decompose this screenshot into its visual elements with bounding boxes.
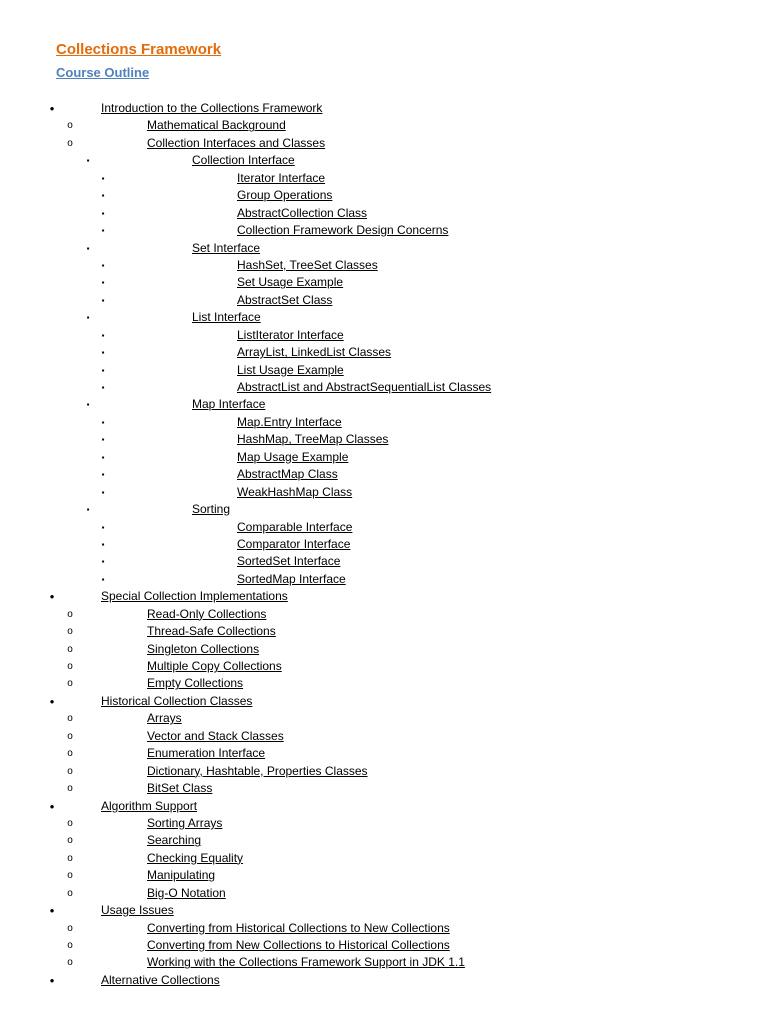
outline-item	[0, 484, 768, 501]
outline-item	[0, 274, 768, 291]
course-outline-list	[0, 100, 768, 989]
bullet-level-3-icon: ▪	[86, 505, 90, 515]
outline-link[interactable]: HashMap, TreeMap Classes	[237, 432, 389, 447]
document-title[interactable]: Collections Framework	[56, 41, 222, 58]
outline-link[interactable]: Sorting	[192, 502, 231, 517]
outline-item	[0, 222, 768, 239]
outline-link[interactable]: Manipulating	[147, 868, 216, 883]
bullet-level-1-icon: •	[49, 589, 55, 605]
bullet-level-3-icon: ▪	[86, 400, 90, 410]
bullet-level-4-icon: ▪	[101, 348, 105, 358]
outline-item	[0, 257, 768, 274]
outline-item	[0, 954, 768, 971]
bullet-level-4-icon: ▪	[101, 435, 105, 445]
outline-item	[0, 100, 768, 117]
outline-item	[0, 536, 768, 553]
bullet-level-4-icon: ▪	[101, 522, 105, 532]
outline-link[interactable]: Searching	[147, 833, 202, 848]
outline-item	[0, 396, 768, 413]
outline-link[interactable]: Map.Entry Interface	[237, 414, 342, 429]
outline-link[interactable]: ArrayList, LinkedList Classes	[237, 345, 392, 360]
outline-link[interactable]: Checking Equality	[147, 850, 244, 865]
bullet-level-2-icon: o	[67, 643, 73, 655]
outline-link[interactable]: Read-Only Collections	[147, 606, 267, 621]
bullet-level-4-icon: ▪	[101, 226, 105, 236]
outline-item	[0, 449, 768, 466]
bullet-level-4-icon: ▪	[101, 260, 105, 270]
outline-item	[0, 780, 768, 797]
outline-link[interactable]: Usage Issues	[101, 903, 174, 918]
bullet-level-4-icon: ▪	[101, 557, 105, 567]
bullet-level-2-icon: o	[67, 887, 73, 899]
bullet-level-2-icon: o	[67, 120, 73, 132]
outline-item	[0, 728, 768, 745]
bullet-level-3-icon: ▪	[86, 243, 90, 253]
outline-link[interactable]: Comparable Interface	[237, 519, 353, 534]
bullet-level-2-icon: o	[67, 940, 73, 951]
outline-item	[0, 414, 768, 431]
outline-item	[0, 362, 768, 379]
outline-link[interactable]: Converting from Historical Collections to New Collections	[147, 920, 450, 935]
outline-link[interactable]: Working with the Collections Framework Support in JDK 1.1	[147, 955, 465, 970]
outline-item	[0, 937, 768, 954]
outline-item	[0, 501, 768, 518]
outline-link[interactable]: AbstractSet Class	[237, 292, 333, 307]
outline-item	[0, 850, 768, 867]
outline-link[interactable]: Sorting Arrays	[147, 815, 223, 830]
outline-item	[0, 344, 768, 361]
outline-link[interactable]: Thread-Safe Collections	[147, 624, 276, 639]
outline-item	[0, 920, 768, 937]
outline-item	[0, 117, 768, 134]
outline-link[interactable]: Converting from New Collections to Historical Collections	[147, 938, 450, 952]
outline-link[interactable]: WeakHashMap Class	[237, 484, 353, 499]
outline-item	[0, 135, 768, 152]
bullet-level-1-icon: •	[49, 798, 55, 814]
outline-item	[0, 205, 768, 222]
bullet-level-4-icon: ▪	[101, 574, 105, 584]
outline-link[interactable]: Map Usage Example	[237, 449, 349, 464]
outline-item	[0, 240, 768, 257]
bullet-level-4-icon: ▪	[101, 173, 105, 183]
outline-link[interactable]: BitSet Class	[147, 781, 213, 796]
bullet-level-4-icon: ▪	[101, 539, 105, 549]
bullet-level-4-icon: ▪	[101, 487, 105, 497]
outline-link[interactable]: Dictionary, Hashtable, Properties Classes	[147, 763, 368, 778]
outline-item	[0, 745, 768, 762]
bullet-level-2-icon: o	[67, 957, 73, 969]
outline-item	[0, 693, 768, 710]
outline-link[interactable]: Multiple Copy Collections	[147, 659, 282, 673]
outline-item	[0, 763, 768, 780]
bullet-level-3-icon: ▪	[86, 313, 90, 323]
bullet-level-2-icon: o	[67, 626, 73, 638]
bullet-level-2-icon: o	[67, 730, 73, 742]
outline-link[interactable]: Vector and Stack Classes	[147, 728, 284, 743]
outline-item	[0, 292, 768, 309]
outline-item	[0, 327, 768, 344]
outline-item	[0, 885, 768, 902]
bullet-level-2-icon: o	[67, 713, 73, 725]
outline-item	[0, 519, 768, 536]
outline-link[interactable]: Singleton Collections	[147, 641, 260, 656]
outline-link[interactable]: Collection Interfaces and Classes	[147, 135, 326, 150]
bullet-level-1-icon: •	[49, 903, 55, 919]
outline-item	[0, 972, 768, 989]
outline-item	[0, 309, 768, 326]
outline-link[interactable]: Group Operations	[237, 188, 333, 203]
outline-link[interactable]: Special Collection Implementations	[101, 589, 288, 604]
outline-link[interactable]: Set Usage Example	[237, 275, 344, 290]
outline-item	[0, 623, 768, 640]
outline-item	[0, 571, 768, 588]
outline-link[interactable]: AbstractCollection Class	[237, 205, 368, 220]
bullet-level-2-icon: o	[67, 783, 73, 795]
bullet-level-2-icon: o	[67, 678, 73, 690]
bullet-level-4-icon: ▪	[101, 295, 105, 305]
outline-link[interactable]: Collection Interface	[192, 153, 295, 168]
bullet-level-4-icon: ▪	[101, 452, 105, 462]
outline-item	[0, 187, 768, 204]
bullet-level-2-icon: o	[67, 870, 73, 882]
bullet-level-4-icon: ▪	[101, 208, 105, 218]
outline-link[interactable]: List Usage Example	[237, 362, 344, 377]
outline-item	[0, 832, 768, 849]
outline-link[interactable]: Map Interface	[192, 397, 266, 412]
outline-item	[0, 710, 768, 727]
outline-link[interactable]: Set Interface	[192, 240, 261, 255]
bullet-level-4-icon: ▪	[101, 278, 105, 288]
outline-item	[0, 379, 768, 396]
outline-item	[0, 588, 768, 605]
outline-link[interactable]: Collection Framework Design Concerns	[237, 223, 449, 238]
bullet-level-4-icon: ▪	[101, 383, 105, 392]
outline-item	[0, 431, 768, 448]
outline-item	[0, 815, 768, 832]
outline-item	[0, 606, 768, 623]
outline-link[interactable]: Introduction to the Collections Framework	[101, 101, 323, 115]
bullet-level-2-icon: o	[67, 608, 73, 620]
outline-item	[0, 798, 768, 815]
bullet-level-2-icon: o	[67, 922, 73, 934]
outline-item	[0, 902, 768, 919]
outline-item	[0, 658, 768, 675]
bullet-level-1-icon: •	[49, 693, 55, 709]
bullet-level-2-icon: o	[67, 835, 73, 847]
outline-item	[0, 466, 768, 483]
bullet-level-4-icon: ▪	[101, 365, 105, 375]
bullet-level-2-icon: o	[67, 817, 73, 829]
outline-link[interactable]: List Interface	[192, 310, 261, 325]
document-subtitle[interactable]: Course Outline	[56, 65, 150, 80]
bullet-level-2-icon: o	[67, 765, 73, 777]
outline-link[interactable]: AbstractMap Class	[237, 467, 338, 482]
bullet-level-1-icon: •	[49, 972, 55, 988]
outline-item	[0, 553, 768, 570]
outline-link[interactable]: Algorithm Support	[101, 798, 198, 813]
outline-link[interactable]: AbstractList and AbstractSequentialList Classes	[237, 380, 492, 394]
outline-link[interactable]: Iterator Interface	[237, 170, 326, 185]
bullet-level-4-icon: ▪	[101, 191, 105, 201]
bullet-level-2-icon: o	[67, 661, 73, 672]
outline-link[interactable]: Mathematical Background	[147, 118, 286, 133]
bullet-level-3-icon: ▪	[86, 156, 90, 166]
bullet-level-1-icon: •	[49, 101, 55, 116]
outline-link[interactable]: Historical Collection Classes	[101, 693, 253, 708]
outline-item	[0, 170, 768, 187]
outline-link[interactable]: Enumeration Interface	[147, 746, 266, 761]
outline-item	[0, 867, 768, 884]
outline-item	[0, 152, 768, 169]
outline-link[interactable]: HashSet, TreeSet Classes	[237, 257, 378, 272]
bullet-level-2-icon: o	[67, 748, 73, 760]
outline-item	[0, 641, 768, 658]
outline-link[interactable]: ListIterator Interface	[237, 327, 344, 342]
bullet-level-2-icon: o	[67, 137, 73, 149]
bullet-level-4-icon: ▪	[101, 417, 105, 427]
bullet-level-4-icon: ▪	[101, 470, 105, 480]
bullet-level-4-icon: ▪	[101, 330, 105, 340]
outline-link[interactable]: Comparator Interface	[237, 536, 351, 551]
outline-link[interactable]: Empty Collections	[147, 676, 244, 691]
outline-link[interactable]: SortedSet Interface	[237, 554, 341, 569]
bullet-level-2-icon: o	[67, 852, 73, 864]
outline-item	[0, 675, 768, 692]
outline-link[interactable]: Arrays	[147, 711, 182, 726]
outline-link[interactable]: SortedMap Interface	[237, 571, 346, 586]
outline-link[interactable]: Alternative Collections	[101, 972, 220, 987]
outline-link[interactable]: Big-O Notation	[147, 885, 226, 900]
